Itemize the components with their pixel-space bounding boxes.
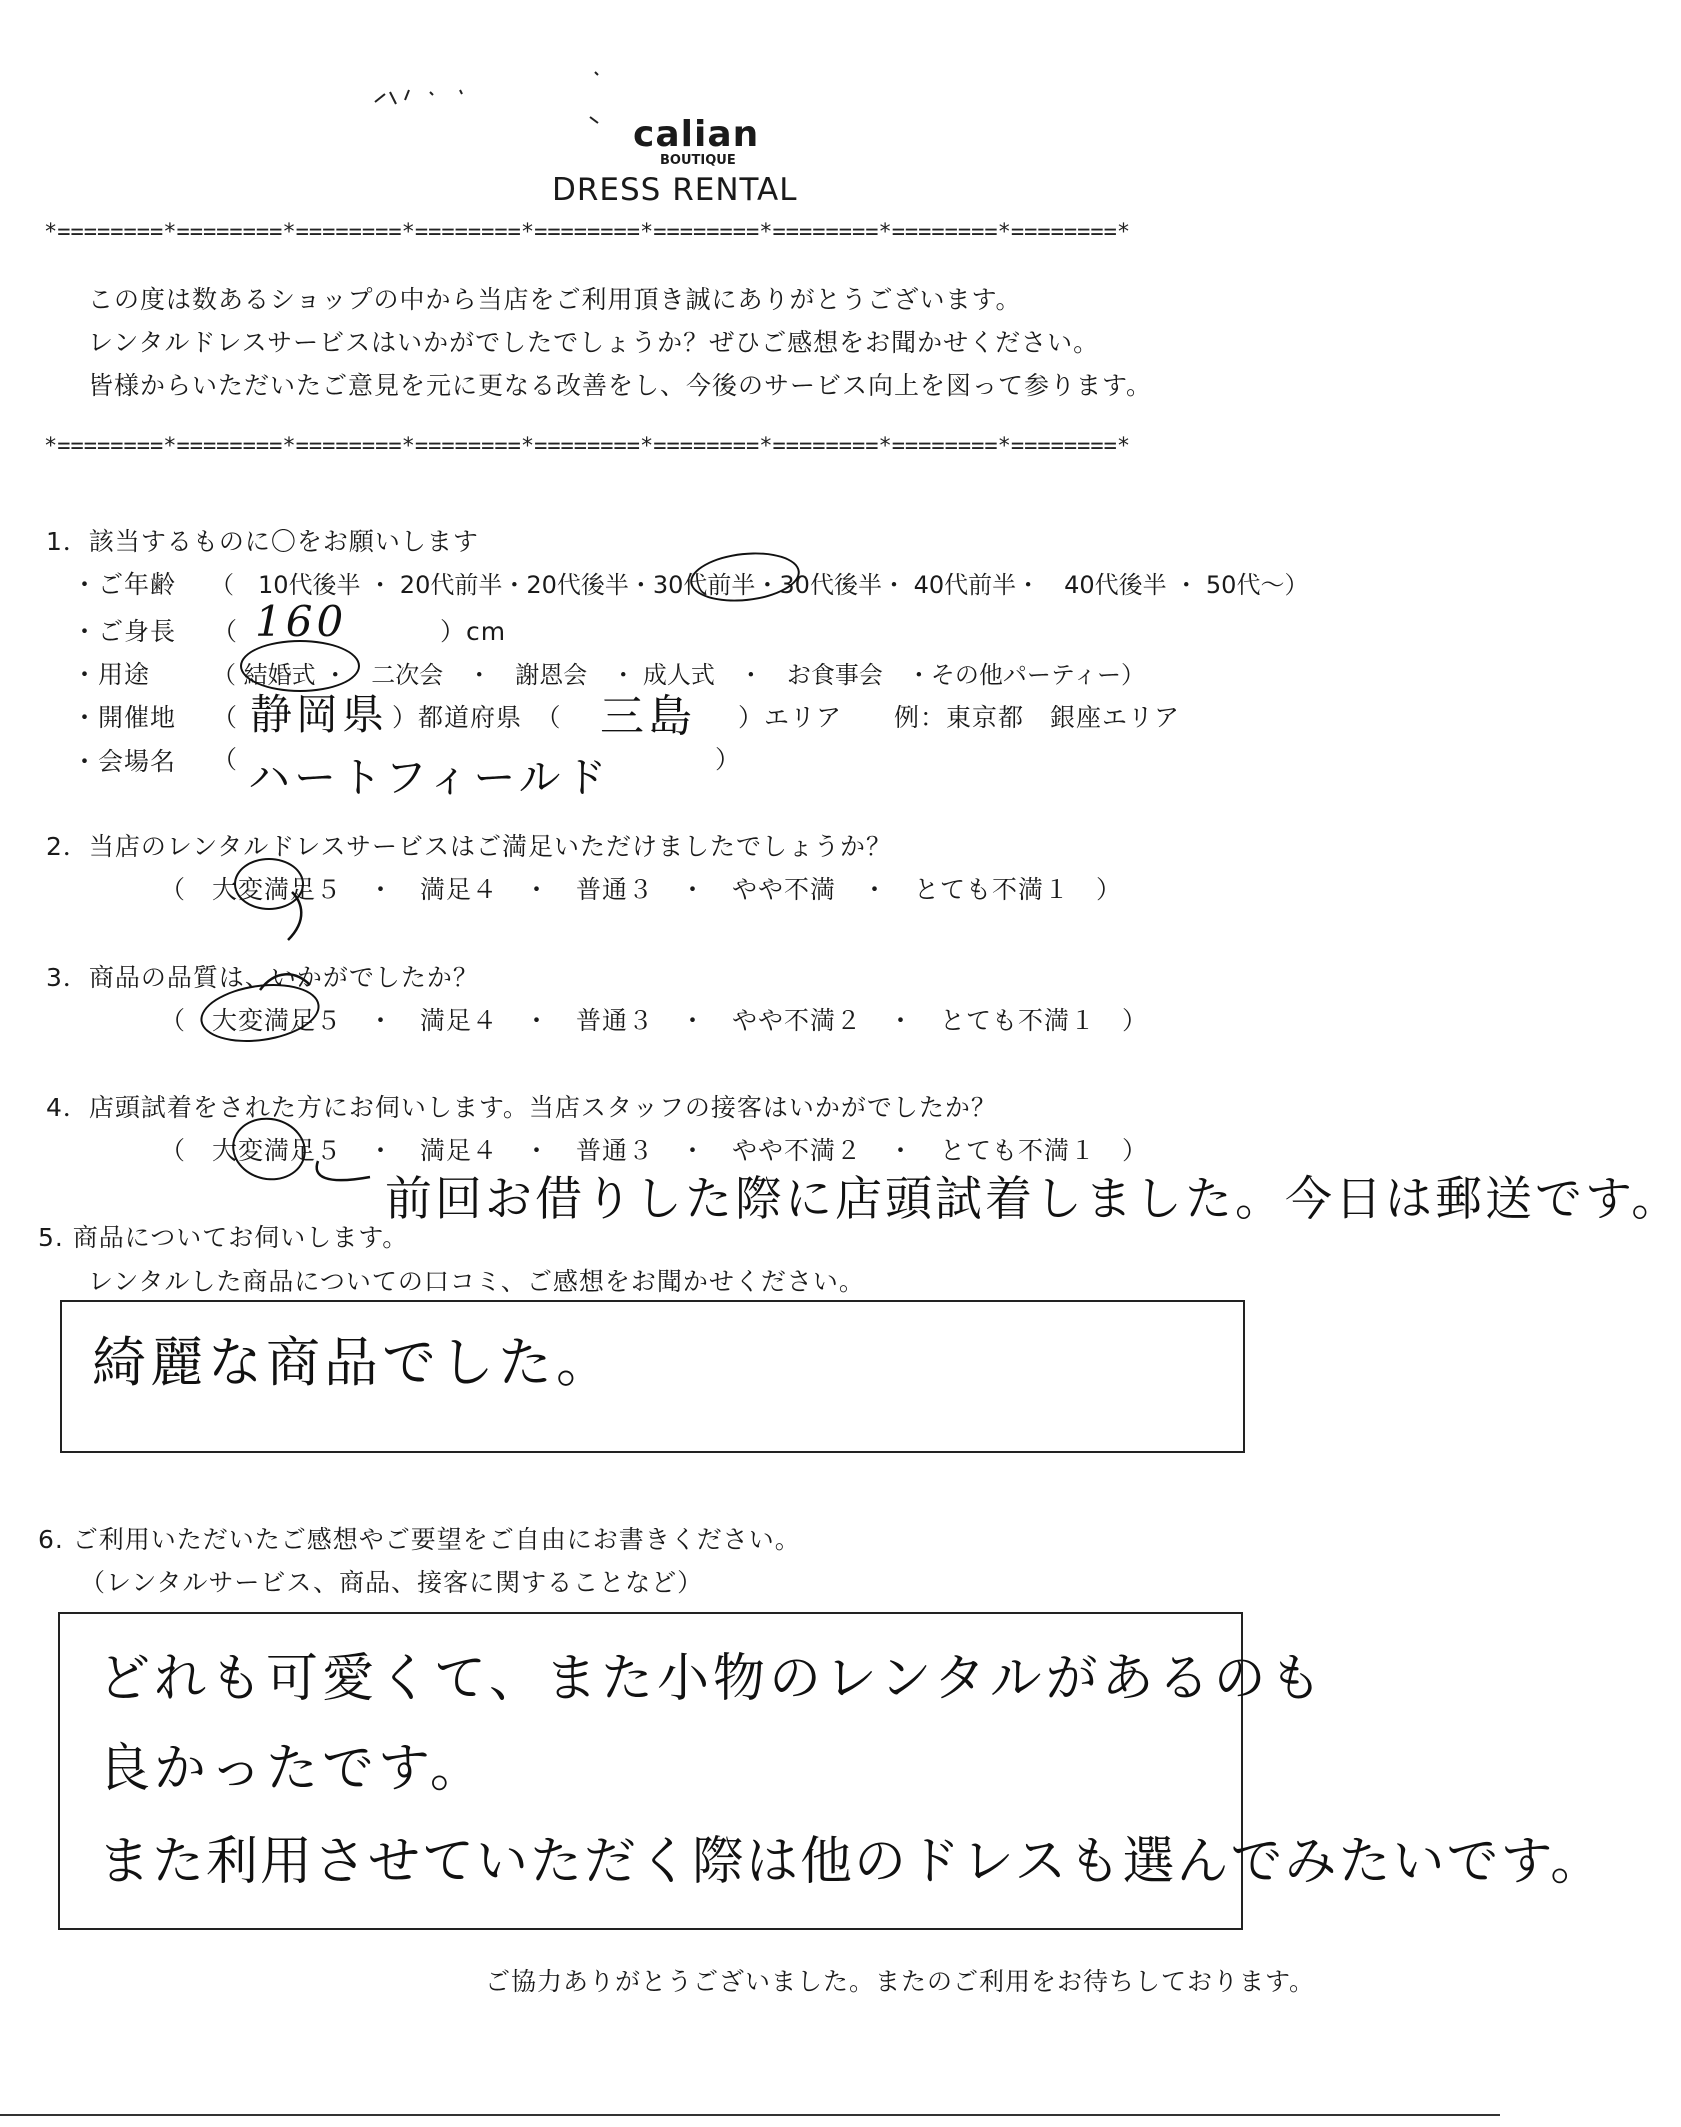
separator-bottom: *========*========*========*========*========*========*========*========*========* bbox=[44, 434, 1131, 459]
q2-options: （ 大変満足５ ・ 満足４ ・ 普通３ ・ やや不満 ・ とても不満１ ） bbox=[160, 875, 1123, 904]
height-unit: ）cm bbox=[440, 617, 507, 646]
area-value: 三島 bbox=[600, 691, 696, 742]
brand-sub: BOUTIQUE bbox=[660, 153, 736, 168]
q1-title: 1．該当するものに〇をお願いします bbox=[46, 527, 479, 556]
age-options: （ 10代後半 ・ 20代前半・20代後半・30代前半・30代後半・ 40代前半・ 40代後半 ・ 50代～） bbox=[210, 571, 1309, 599]
use-options: （ 結婚式 ・ 二次会 ・ 謝恩会 ・ 成人式 ・ お食事会 ・その他パーティー） bbox=[212, 661, 1145, 689]
q4-note-arrow bbox=[310, 1155, 380, 1205]
height-label: ・ご身長 bbox=[72, 617, 177, 646]
q6-subtitle: （レンタルサービス、商品、接客に関することなど） bbox=[80, 1568, 704, 1597]
intro-line-1: この度は数あるショップの中から当店をご利用頂き誠にありがとうございます。 bbox=[88, 285, 1022, 314]
q6-title: 6. ご利用いただいたご感想やご要望をご自由にお書きください。 bbox=[38, 1525, 801, 1554]
q4-options: （ 大変満足５ ・ 満足４ ・ 普通３ ・ やや不満２ ・ とても不満１ ） bbox=[160, 1136, 1149, 1165]
hall-open: （ bbox=[212, 745, 239, 774]
q2-title: 2．当店のレンタルドレスサービスはご満足いただけましたでしょうか？ bbox=[46, 832, 893, 861]
bottom-rule bbox=[0, 2114, 1500, 2116]
prefecture-value: 静岡県 bbox=[250, 690, 389, 739]
service-title: DRESS RENTAL bbox=[552, 172, 798, 208]
height-open: （ bbox=[212, 617, 239, 646]
brand-name: calian bbox=[633, 114, 760, 155]
scribble-marks bbox=[370, 62, 630, 122]
q6-answer-line-1: どれも可愛くて、また小物のレンタルがあるのも bbox=[98, 1649, 1326, 1709]
separator-top: *========*========*========*========*========*========*========*========*========* bbox=[44, 220, 1131, 245]
area-suffix: ）エリア 例：東京都 銀座エリア bbox=[738, 703, 1181, 732]
q6-answer-line-3: また利用させていただく際は他のドレスも選んでみたいです。 bbox=[98, 1832, 1605, 1892]
q2-circle-tail bbox=[280, 890, 320, 950]
q6-answer-line-2: 良かったです。 bbox=[98, 1739, 486, 1799]
q6-answer-box[interactable] bbox=[58, 1612, 1605, 1930]
q4-title: 4．店頭試着をされた方にお伺いします。当店スタッフの接客はいかがでしたか？ bbox=[46, 1093, 997, 1122]
venue-label: ・開催地 bbox=[72, 703, 177, 732]
q5-title: 5. 商品についてお伺いします。 bbox=[38, 1223, 409, 1252]
q3-title: 3．商品の品質は、いかがでしたか？ bbox=[46, 963, 479, 992]
q5-subtitle: レンタルした商品についての口コミ、ご感想をお聞かせください。 bbox=[88, 1267, 865, 1296]
intro-line-3: 皆様からいただいたご意見を元に更なる改善をし、今後のサービス向上を図って参ります。 bbox=[88, 371, 1153, 400]
venue-open: （ bbox=[212, 703, 239, 732]
age-label: ・ご年齢 bbox=[72, 570, 177, 599]
use-label: ・用途 bbox=[72, 660, 151, 689]
prefecture-suffix: ）都道府県 （ bbox=[392, 703, 562, 732]
q3-circle-stroke bbox=[255, 960, 315, 1000]
intro-line-2: レンタルドレスサービスはいかがでしたでしょうか？ぜひご感想をお聞かせください。 bbox=[88, 328, 1100, 357]
height-value: 160 bbox=[255, 597, 348, 646]
logo-scribble bbox=[370, 62, 630, 122]
hall-close: ） bbox=[715, 745, 742, 774]
hall-label: ・会場名 bbox=[72, 747, 177, 776]
q5-answer: 綺麗な商品でした。 bbox=[92, 1331, 614, 1394]
footer-thanks: ご協力ありがとうございました。またのご利用をお待ちしております。 bbox=[485, 1967, 1316, 1996]
q3-options: （ 大変満足５ ・ 満足４ ・ 普通３ ・ やや不満２ ・ とても不満１ ） bbox=[160, 1006, 1149, 1035]
q5-answer-box[interactable] bbox=[60, 1300, 1245, 1453]
hall-value: ハートフィールド bbox=[248, 753, 611, 802]
q4-note: 前回お借りした際に店頭試着しました。今日は郵送です。 bbox=[385, 1172, 1681, 1227]
